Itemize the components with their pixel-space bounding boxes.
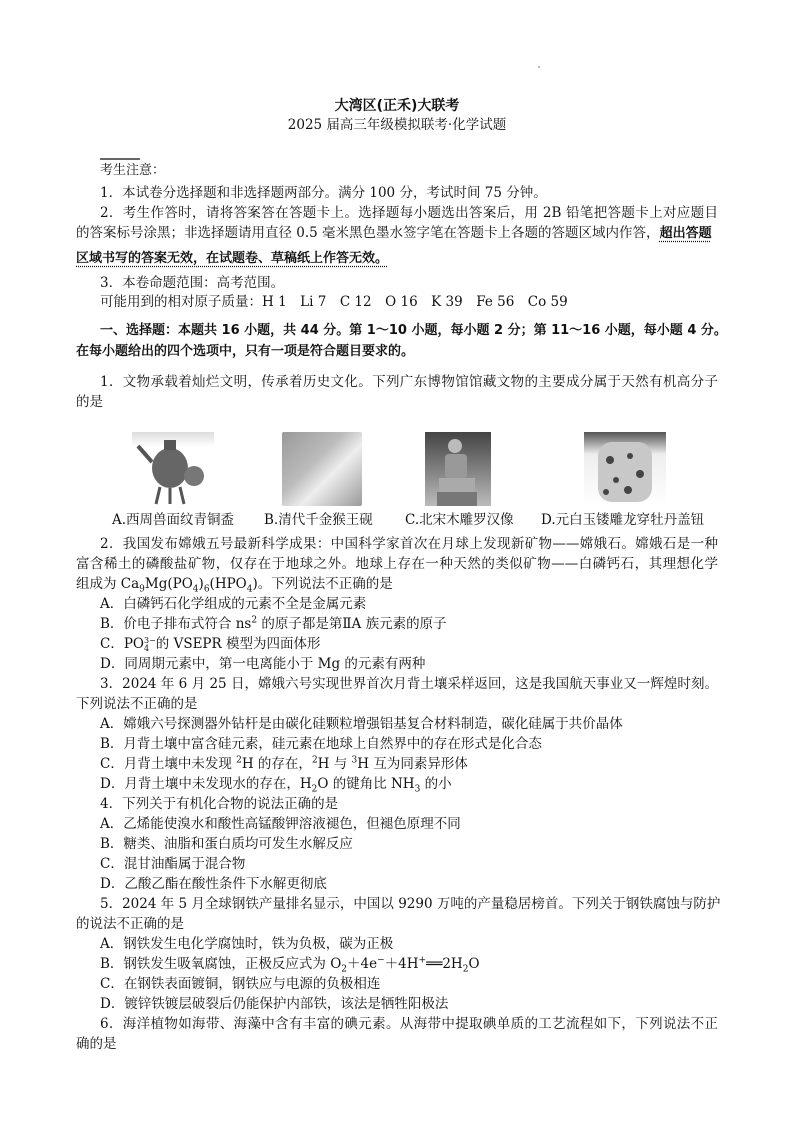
q1-stem: 1．文物承载着灿烂文明，传承着历史文化。下列广东博物馆馆藏文物的主要成分属于天然有机高分子	[100, 374, 718, 390]
q6-stem-cont: 确的是	[76, 1036, 117, 1052]
q1-option-b: B.清代千金猴王砚	[264, 512, 373, 528]
sup: 2	[251, 615, 258, 626]
text: Mg(PO	[144, 576, 193, 592]
text: H 与	[317, 756, 352, 772]
q4-stem: 4．下列关于有机化合物的说法正确的是	[100, 796, 339, 812]
sub: 9	[139, 584, 145, 595]
q5-option-d: D．镀锌铁镀层破裂后仍能保护内部铁，该法是牺牲阳极法	[100, 996, 449, 1012]
sub: 2	[462, 964, 469, 975]
q3-stem: 3．2024 年 6 月 25 日，嫦娥六号实现世界首次月背土壤采样返回，这是我国航天事业又一辉煌时刻。	[100, 676, 718, 692]
sup: 3−	[143, 635, 156, 645]
q2-option-a: A．白磷钙石化学组成的元素不全是金属元素	[100, 596, 367, 612]
sub: 6	[203, 584, 210, 595]
text: O	[468, 956, 480, 972]
q6-stem: 6．海洋植物如海带、海藻中含有丰富的碘元素。从海带中提取碘单质的工艺流程如下，下列说法不正	[100, 1016, 718, 1032]
q2-stem: 2．我国发布嫦娥五号最新科学成果：中国科学家首次在月球上发现新矿物——嫦娥石。嫦娥石是一种	[100, 536, 718, 552]
text: 的小	[420, 776, 452, 792]
section-instructions: 在每小题给出的四个选项中，只有一项是符合题目要求的。	[76, 344, 415, 359]
text: D．月背土壤中未发现水的存在，H	[100, 776, 312, 792]
q2-option-c	[100, 635, 320, 653]
sup: −	[377, 955, 385, 966]
text: 组成为 Ca	[76, 576, 140, 592]
text: C．PO	[100, 636, 144, 652]
text: H 的存在，	[241, 756, 312, 772]
notice-heading: 考生注意：	[100, 163, 166, 178]
notice-item-1: 1．本试卷分选择题和非选择题两部分。满分 100 分，考试时间 75 分钟。	[100, 185, 547, 201]
text: O 的键角比 NH	[317, 776, 415, 792]
notice-text: 的答案标号涂黑；非选择题请用直径 0.5 毫米黑色墨水签字笔在答题卡上各题的答题区域内作答，	[76, 225, 660, 241]
q1-option-a: A.西周兽面纹青铜盉	[112, 512, 235, 528]
q2-stem-cont: 富含稀土的磷酸盐矿物，仅存在于地球之外。地球上存在一种天然的类似矿物——白磷钙石，其理想化学	[76, 556, 718, 572]
scan-speck	[538, 66, 540, 68]
bronze-vessel-image	[132, 432, 214, 506]
exam-subtitle: 2025 届高三年级模拟联考·化学试题	[287, 117, 507, 133]
notice-item-3: 3．本卷命题范围：高考范围。	[100, 275, 285, 291]
text: ＋4H	[384, 956, 419, 972]
sub: 3	[414, 784, 421, 795]
q3-option-a: A．嫦娥六号探测器外钻杆是由碳化硅颗粒增强铝基复合材料制造，碳化硅属于共价晶体	[100, 716, 623, 732]
text: )	[198, 576, 204, 592]
inkstone-image	[282, 432, 362, 506]
q5-option-b	[100, 955, 480, 973]
text: B．钢铁发生吸氧腐蚀，正极反应式为 O	[100, 956, 342, 972]
text: 的原子都是第ⅡA 族元素的原子	[257, 616, 447, 632]
q5-option-a: A．钢铁发生电化学腐蚀时，铁为负极，碳为正极	[100, 936, 394, 952]
exam-title: 大湾区(正禾)大联考	[334, 98, 460, 114]
q2-option-b	[100, 615, 447, 633]
notice-emphasis: 超出答题	[659, 226, 712, 241]
heading-rule	[100, 158, 140, 160]
q2-option-d: D．同周期元素中，第一电离能小于 Mg 的元素有两种	[100, 656, 426, 672]
q2-formula-line	[76, 575, 393, 593]
sub: 4	[192, 584, 199, 595]
jade-carving-image	[584, 432, 666, 506]
text: (HPO	[209, 576, 247, 592]
text: B．价电子排布式符合 ns	[100, 616, 252, 632]
sup: 3	[351, 755, 358, 766]
sup: 2	[311, 755, 318, 766]
text: C．月背土壤中未发现	[100, 756, 237, 772]
q5-stem: 5．2024 年 5 月全球钢铁产量排名显示，中国以 9290 万吨的产量稳居榜首。下列关于钢铁腐蚀与防护	[100, 896, 721, 912]
sub: 2	[311, 784, 318, 795]
q3-stem-cont: 下列说法不正确的是	[76, 696, 198, 712]
notice-item-2-cont	[76, 224, 712, 243]
q4-option-b: B．糖类、油脂和蛋白质均可发生水解反应	[100, 836, 353, 852]
q5-option-c: C．在钢铁表面镀铜，钢铁应与电源的负极相连	[100, 976, 381, 992]
sub: 4	[246, 584, 253, 595]
q1-option-d: D.元白玉镂雕龙穿牡丹盖钮	[541, 512, 705, 528]
wooden-arhat-image	[425, 432, 491, 506]
text: ＋4e	[347, 956, 378, 972]
q4-option-a: A．乙烯能使溴水和酸性高锰酸钾溶液褪色，但褪色原理不同	[100, 816, 461, 832]
q3-option-b: B．月背土壤中富含硅元素，硅元素在地球上自然界中的存在形式是化合态	[100, 736, 542, 752]
q4-option-d: D．乙酸乙酯在酸性条件下水解更彻底	[100, 876, 327, 892]
text: 的 VSEPR 模型为四面体形	[155, 636, 321, 652]
section-heading: 一、选择题：本题共 16 小题，共 44 分。第 1～10 小题，每小题 2 分；第 11～16 小题，每小题 4 分。	[100, 323, 727, 338]
text: ══2H	[426, 956, 463, 972]
sup: +	[418, 955, 427, 966]
sub: 2	[341, 964, 348, 975]
q3-option-c	[100, 755, 468, 773]
q1-stem-cont: 的是	[76, 394, 103, 410]
text: H 互为同素异形体	[357, 756, 468, 772]
text: )。下列说法不正确的是	[252, 576, 393, 592]
q5-stem-cont: 的说法不正确的是	[76, 916, 184, 932]
atomic-masses: 可能用到的相对原子质量：H 1 Li 7 C 12 O 16 K 39 Fe 56 Co 59	[100, 294, 568, 310]
notice-item-2: 2．考生作答时，请将答案答在答题卡上。选择题每小题选出答案后，用 2B 铅笔把答题卡上对应题目	[100, 205, 718, 221]
q4-option-c: C．混甘油酯属于混合物	[100, 856, 246, 872]
sub: 4	[143, 643, 150, 653]
sup: 2	[236, 755, 242, 766]
notice-emphasis-cont: 区域书写的答案无效，在试题卷、草稿纸上作答无效。	[76, 251, 389, 266]
q1-option-c: C.北宋木雕罗汉像	[405, 512, 514, 528]
q3-option-d	[100, 775, 452, 793]
